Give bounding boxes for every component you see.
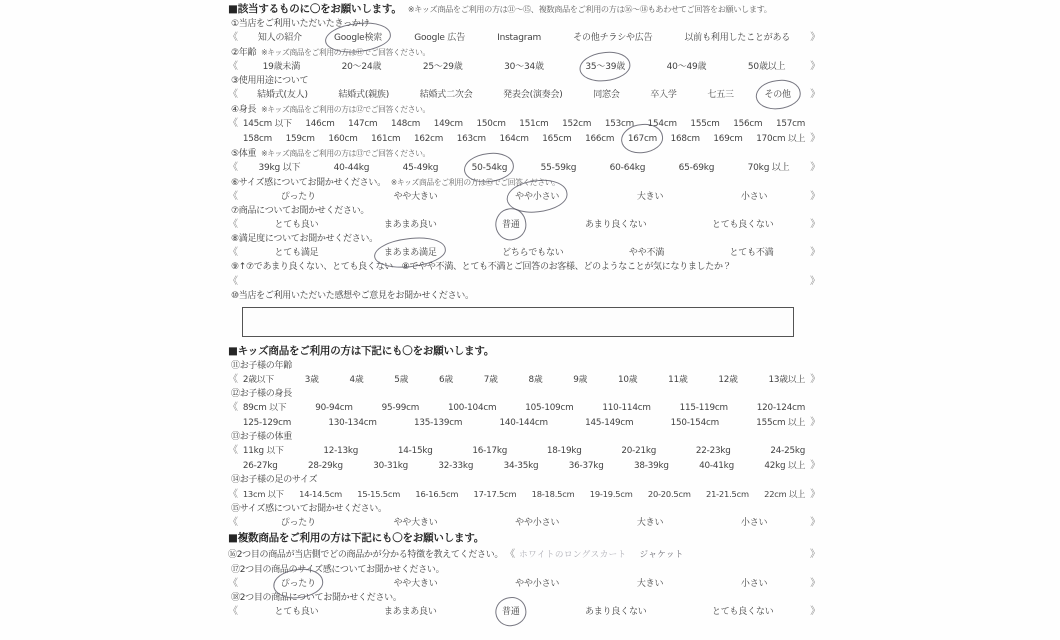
- section1-heading-note: ※キッズ商品をご利用の方は⑪～⑮、複数商品をご利用の方は⑯～⑱もあわせてご回答をお願いします。: [407, 4, 772, 14]
- option-q1-3[interactable]: Instagram: [497, 33, 542, 43]
- option-q6-1[interactable]: やや大きい: [393, 192, 438, 202]
- options-q2: [242, 60, 806, 74]
- bracket-left: 《: [505, 549, 516, 560]
- question-label-q9: ⑨↑⑦であまり良くない、とても良くない ⑧でやや不満、とても不満とご回答のお客様、どのようなことが気になりましたか？: [231, 262, 732, 272]
- choice-row-q4-line1: [228, 117, 820, 131]
- option-q5-0[interactable]: 39kg 以下: [258, 163, 301, 173]
- bracket-right: 》: [810, 606, 820, 617]
- question-label-q14: ⑭お子様の足のサイズ: [231, 475, 318, 485]
- option-q11-11[interactable]: 13歳以上: [768, 375, 806, 385]
- option-q13-6[interactable]: 22-23kg: [695, 446, 731, 456]
- option-q13-13[interactable]: 36-37kg: [568, 461, 604, 471]
- question-note-q5: ※キッズ商品をご利用の方は⑬でご回答ください。: [261, 149, 430, 158]
- question-label-q16: ⑯2つ目の商品が当店側でどの商品かが分かる特徴を教えてください。: [228, 550, 504, 560]
- choice-row-q3: [228, 88, 820, 102]
- option-q14-6[interactable]: 19-19.5cm: [589, 489, 633, 499]
- options-q13-row1: [242, 444, 806, 458]
- choice-row-q12-line1: [228, 401, 820, 415]
- option-q13-10[interactable]: 30-31kg: [373, 461, 409, 471]
- option-q13-1[interactable]: 12-13kg: [323, 446, 359, 456]
- option-q17-3[interactable]: 大きい: [636, 579, 664, 589]
- bracket-left: 《: [228, 191, 238, 202]
- survey-content-column: [228, 2, 820, 620]
- option-q8-1[interactable]: まあまあ満足: [383, 248, 437, 258]
- option-q18-4[interactable]: とても良くない: [711, 607, 774, 617]
- option-q5-6[interactable]: 65-69kg: [678, 163, 715, 173]
- option-q15-0[interactable]: ぴったり: [280, 518, 316, 528]
- option-q4-1[interactable]: 146cm: [305, 119, 335, 129]
- option-q5-1[interactable]: 40-44kg: [333, 163, 370, 173]
- option-q4-12[interactable]: 157cm: [775, 119, 806, 129]
- option-q6-4[interactable]: 小さい: [740, 192, 768, 202]
- option-q3-0[interactable]: 結婚式(友人): [257, 90, 308, 100]
- option-q1-5[interactable]: 以前も利用したことがある: [684, 33, 791, 43]
- option-q15-2[interactable]: やや小さい: [515, 518, 560, 528]
- bracket-left: 《: [228, 247, 238, 258]
- bracket-right: 》: [810, 460, 820, 471]
- options-q8: [242, 246, 806, 260]
- option-q2-2[interactable]: 25～29歳: [422, 62, 463, 72]
- option-q13-12[interactable]: 34-35kg: [503, 461, 539, 471]
- option-q4-0[interactable]: 145cm 以下: [242, 119, 292, 129]
- bracket-right: 》: [810, 162, 820, 173]
- option-q4-4[interactable]: 149cm: [433, 119, 463, 129]
- choice-row-q5: [228, 161, 820, 175]
- option-q18-0[interactable]: とても良い: [274, 607, 319, 617]
- bracket-left: 《: [228, 276, 238, 287]
- option-q1-1[interactable]: Google検索: [333, 33, 383, 43]
- question-label-q4-text: ④身長: [231, 105, 257, 115]
- question-label-q1: ①当店をご利用いただいたきっかけ: [231, 19, 370, 29]
- bracket-left: 《: [228, 489, 238, 500]
- options-q11: [242, 373, 806, 387]
- option-q3-2[interactable]: 結婚式二次会: [419, 90, 473, 100]
- option-q8-2[interactable]: どちらでもない: [502, 248, 564, 258]
- question-label-q12: ⑫お子様の身長: [231, 389, 292, 399]
- bracket-right: 》: [810, 517, 820, 528]
- option-q17-1[interactable]: やや大きい: [393, 579, 438, 589]
- option-q4-2[interactable]: 147cm: [348, 119, 378, 129]
- question-label-q18: ⑱2つ目の商品についてお聞かせください。: [231, 593, 402, 603]
- answer-row-q9[interactable]: [228, 274, 820, 289]
- option-q11-0[interactable]: 2歳以下: [242, 375, 275, 385]
- question-label-q10: ⑩当店をご利用いただいた感想やご意見をお聞かせください。: [231, 291, 474, 301]
- options-q1: [242, 31, 806, 45]
- question-note-q6: ※キッズ商品をご利用の方は⑮でご回答ください。: [390, 178, 560, 187]
- option-q4-10[interactable]: 155cm: [690, 119, 720, 129]
- option-q4-14[interactable]: 159cm: [285, 134, 315, 144]
- question-label-q5-text: ⑤体重: [231, 149, 257, 159]
- option-q14-3[interactable]: 16-16.5cm: [415, 489, 459, 499]
- bracket-right: 》: [810, 89, 820, 100]
- option-q4-21[interactable]: 166cm: [585, 134, 615, 144]
- option-q15-4[interactable]: 小さい: [740, 518, 768, 528]
- option-q4-3[interactable]: 148cm: [390, 119, 421, 129]
- options-q4-row1: [242, 117, 806, 131]
- option-q6-2[interactable]: やや小さい: [515, 192, 560, 202]
- option-q2-3[interactable]: 30～34歳: [504, 62, 544, 72]
- bracket-left: 《: [228, 162, 238, 173]
- bracket-left: 《: [228, 445, 238, 456]
- question-label-q3: ③使用用途について: [231, 76, 309, 86]
- question-label-q2-text: ②年齢: [231, 48, 257, 58]
- option-q4-18[interactable]: 163cm: [456, 134, 486, 144]
- options-q12-row1: [242, 401, 806, 415]
- option-q14-9[interactable]: 22cm 以上: [764, 489, 806, 499]
- option-q15-3[interactable]: 大きい: [636, 518, 664, 528]
- option-q11-8[interactable]: 10歳: [618, 375, 638, 385]
- option-q4-9[interactable]: 154cm: [647, 119, 677, 129]
- option-q5-2[interactable]: 45-49kg: [402, 163, 439, 173]
- option-q5-7[interactable]: 70kg 以上: [747, 163, 790, 173]
- option-q7-2[interactable]: 普通: [502, 220, 520, 230]
- option-q14-2[interactable]: 15-15.5cm: [357, 489, 401, 499]
- option-q12-13[interactable]: 150-154cm: [670, 418, 719, 428]
- option-q13-14[interactable]: 38-39kg: [633, 461, 669, 471]
- option-q6-3[interactable]: 大きい: [636, 192, 664, 202]
- bracket-right: 》: [810, 549, 820, 560]
- option-q18-1[interactable]: まあまあ良い: [383, 607, 437, 617]
- answer-text-q16[interactable]: [519, 548, 806, 563]
- bracket-left: 《: [228, 517, 238, 528]
- option-q8-4[interactable]: とても不満: [729, 248, 774, 258]
- options-q7: [242, 218, 806, 232]
- option-q4-25[interactable]: 170cm 以上: [756, 134, 806, 144]
- option-q11-4[interactable]: 6歳: [439, 375, 454, 385]
- option-q13-2[interactable]: 14-15kg: [397, 446, 433, 456]
- choice-row-q11: [228, 373, 820, 387]
- option-q11-6[interactable]: 8歳: [528, 375, 543, 385]
- choice-row-q18: [228, 605, 820, 619]
- question-note-q2: ※キッズ商品をご利用の方は⑪でご回答ください。: [261, 48, 430, 57]
- options-q5: [242, 161, 806, 175]
- bracket-left: 《: [228, 118, 238, 129]
- option-q12-2[interactable]: 95-99cm: [381, 403, 420, 413]
- question-label-q2: [231, 46, 820, 60]
- bracket-right: 》: [810, 276, 820, 287]
- option-q11-5[interactable]: 7歳: [483, 375, 498, 385]
- question-label-q6: [231, 176, 820, 190]
- option-q4-22[interactable]: 167cm: [627, 134, 658, 144]
- bracket-left: 《: [228, 89, 238, 100]
- option-q4-17[interactable]: 162cm: [413, 134, 444, 144]
- option-q14-7[interactable]: 20-20.5cm: [647, 489, 691, 499]
- option-q11-2[interactable]: 4歳: [349, 375, 364, 385]
- option-q5-5[interactable]: 60-64kg: [609, 163, 646, 173]
- option-q12-4[interactable]: 105-109cm: [525, 403, 574, 413]
- option-q17-0[interactable]: ぴったり: [280, 579, 316, 589]
- option-q14-1[interactable]: 14-14.5cm: [299, 489, 342, 499]
- option-q12-3[interactable]: 100-104cm: [448, 403, 497, 413]
- option-q2-4[interactable]: 35～39歳: [585, 62, 626, 72]
- option-q12-6[interactable]: 115-119cm: [679, 403, 728, 413]
- option-q2-5[interactable]: 40～49歳: [666, 62, 707, 72]
- section1-heading: [228, 2, 820, 16]
- bracket-right: 》: [810, 61, 820, 72]
- options-q15: [242, 516, 806, 530]
- bracket-right: 》: [810, 219, 820, 230]
- option-q3-3[interactable]: 発表会(演奏会): [503, 90, 563, 100]
- bracket-right: 》: [810, 32, 820, 43]
- option-q8-0[interactable]: とても満足: [274, 248, 319, 258]
- option-q2-0[interactable]: 19歳未満: [262, 62, 301, 72]
- answer-row-q16: [228, 547, 820, 563]
- option-q4-20[interactable]: 165cm: [542, 134, 572, 144]
- question-label-q6-text: ⑥サイズ感についてお聞かせください。: [231, 178, 386, 188]
- option-q7-3[interactable]: あまり良くない: [584, 220, 647, 230]
- choice-row-q12-line2: [228, 416, 820, 430]
- bracket-left: 《: [228, 606, 238, 617]
- answer-box-q10[interactable]: [242, 307, 794, 337]
- option-q12-5[interactable]: 110-114cm: [602, 403, 651, 413]
- options-q17: [242, 577, 806, 591]
- options-q18: [242, 605, 806, 619]
- option-q13-3[interactable]: 16-17kg: [472, 446, 508, 456]
- option-q3-1[interactable]: 結婚式(親族): [338, 90, 390, 100]
- option-q11-10[interactable]: 12歳: [718, 375, 738, 385]
- option-q11-1[interactable]: 3歳: [304, 375, 319, 385]
- option-q3-4[interactable]: 同窓会: [593, 90, 620, 100]
- option-q13-11[interactable]: 32-33kg: [438, 461, 474, 471]
- option-q14-5[interactable]: 18-18.5cm: [531, 489, 575, 499]
- option-q2-6[interactable]: 50歳以上: [747, 62, 786, 72]
- section3-heading: ■複数商品をご利用の方は下記にも〇をお願いします。: [228, 532, 485, 544]
- option-q13-4[interactable]: 18-19kg: [546, 446, 582, 456]
- option-q12-12[interactable]: 145-149cm: [585, 418, 634, 428]
- option-q4-8[interactable]: 153cm: [604, 119, 635, 129]
- bracket-left: 《: [228, 374, 238, 385]
- question-label-q15: ⑮サイズ感についてお聞かせください。: [231, 504, 387, 514]
- bracket-left: 《: [228, 402, 238, 413]
- choice-row-q7: [228, 218, 820, 232]
- option-q13-9[interactable]: 28-29kg: [308, 461, 343, 471]
- choice-row-q8: [228, 246, 820, 260]
- choice-row-q13-line1: [228, 444, 820, 458]
- option-q13-8[interactable]: 26-27kg: [242, 461, 278, 471]
- options-q13-row2: [242, 459, 806, 473]
- option-q4-13[interactable]: 158cm: [242, 134, 273, 144]
- question-note-q4: ※キッズ商品をご利用の方は⑫でご回答ください。: [261, 105, 430, 114]
- option-q13-7[interactable]: 24-25kg: [770, 446, 806, 456]
- option-q4-6[interactable]: 151cm: [519, 119, 549, 129]
- option-q2-1[interactable]: 20～24歳: [341, 62, 382, 72]
- bracket-left: 《: [228, 61, 238, 72]
- question-label-q4: [231, 103, 820, 117]
- options-q14: [242, 487, 806, 501]
- option-q18-3[interactable]: あまり良くない: [584, 607, 647, 617]
- choice-row-q13-line2: [228, 459, 820, 473]
- option-q12-9[interactable]: 130-134cm: [328, 418, 377, 428]
- choice-row-q6: [228, 190, 820, 204]
- option-q14-4[interactable]: 17-17.5cm: [473, 489, 517, 499]
- option-q12-7[interactable]: 120-124cm: [756, 403, 806, 413]
- option-q4-5[interactable]: 150cm: [476, 119, 506, 129]
- option-q1-0[interactable]: 知人の紹介: [257, 33, 302, 43]
- option-q13-15[interactable]: 40-41kg: [699, 461, 734, 471]
- option-q17-2[interactable]: やや小さい: [515, 579, 560, 589]
- bracket-right: 》: [810, 374, 820, 385]
- choice-row-q15: [228, 516, 820, 530]
- option-q4-16[interactable]: 161cm: [371, 134, 401, 144]
- question-label-q5: [231, 147, 820, 161]
- bracket-left: 《: [228, 578, 238, 589]
- option-q13-5[interactable]: 20-21kg: [621, 446, 657, 456]
- options-q12-row2: [242, 416, 806, 430]
- option-q4-19[interactable]: 164cm: [499, 134, 529, 144]
- question-label-q7: ⑦商品についてお聞かせください。: [231, 206, 370, 216]
- option-q3-6[interactable]: 七五三: [707, 90, 734, 100]
- option-q12-0[interactable]: 89cm 以下: [242, 403, 287, 413]
- option-q11-9[interactable]: 11歳: [668, 375, 688, 385]
- option-q4-7[interactable]: 152cm: [562, 119, 592, 129]
- option-q7-4[interactable]: とても良くない: [711, 220, 774, 230]
- option-q11-7[interactable]: 9歳: [573, 375, 588, 385]
- choice-row-q2: [228, 60, 820, 74]
- section2-heading: ■キッズ商品をご利用の方は下記にも〇をお願いします。: [228, 345, 495, 357]
- option-q3-5[interactable]: 卒入学: [650, 90, 677, 100]
- choice-row-q4-line2: [228, 132, 820, 146]
- bracket-right: 》: [810, 247, 820, 258]
- option-q4-23[interactable]: 168cm: [670, 134, 700, 144]
- question-label-q11: ⑪お子様の年齢: [231, 361, 292, 371]
- option-q14-0[interactable]: 13cm 以下: [242, 489, 284, 499]
- option-q12-11[interactable]: 140-144cm: [499, 418, 548, 428]
- question-label-q8: ⑧満足度についてお聞かせください。: [231, 234, 378, 244]
- option-q15-1[interactable]: やや大きい: [393, 518, 438, 528]
- option-q13-0[interactable]: 11kg 以下: [242, 446, 284, 456]
- option-q7-1[interactable]: まあまあ良い: [383, 220, 437, 230]
- option-q5-3[interactable]: 50-54kg: [471, 163, 508, 173]
- option-q18-2[interactable]: 普通: [502, 607, 520, 617]
- bracket-right: 》: [810, 133, 820, 144]
- option-q14-8[interactable]: 21-21.5cm: [705, 489, 749, 499]
- option-q12-14[interactable]: 155cm 以上: [756, 418, 806, 428]
- option-q4-15[interactable]: 160cm: [328, 134, 358, 144]
- option-q12-1[interactable]: 90-94cm: [315, 403, 353, 413]
- answer-hand-q16: ジャケット: [639, 550, 684, 560]
- bracket-left: 《: [228, 32, 238, 43]
- answer-faint-q16: ホワイトのロングスカート: [519, 550, 627, 560]
- question-label-q13: ⑬お子様の体重: [231, 432, 292, 442]
- choice-row-q14: [228, 487, 820, 502]
- bracket-right: 》: [810, 489, 820, 500]
- option-q3-7[interactable]: その他: [764, 90, 791, 100]
- option-q6-0[interactable]: ぴったり: [280, 192, 316, 202]
- choice-row-q17: [228, 577, 820, 591]
- option-q4-11[interactable]: 156cm: [733, 119, 763, 129]
- option-q8-3[interactable]: やや不満: [628, 248, 665, 258]
- bracket-left: 《: [228, 219, 238, 230]
- section1-heading-text: ■該当するものに〇をお願いします。: [228, 3, 402, 15]
- bracket-right: 》: [810, 417, 820, 428]
- option-q12-8[interactable]: 125-129cm: [242, 418, 292, 428]
- option-q7-0[interactable]: とても良い: [274, 220, 319, 230]
- options-q6: [242, 190, 806, 204]
- option-q11-3[interactable]: 5歳: [394, 375, 409, 385]
- option-q5-4[interactable]: 55-59kg: [540, 163, 577, 173]
- bracket-right: 》: [810, 578, 820, 589]
- option-q13-16[interactable]: 42kg 以上: [764, 461, 806, 471]
- options-q3: [242, 88, 806, 102]
- option-q1-2[interactable]: Google 広告: [414, 33, 466, 43]
- option-q4-24[interactable]: 169cm: [713, 134, 743, 144]
- options-q4-row2: [242, 132, 806, 146]
- option-q1-4[interactable]: その他チラシや広告: [573, 33, 653, 43]
- choice-row-q1: [228, 31, 820, 45]
- option-q17-4[interactable]: 小さい: [740, 579, 768, 589]
- option-q12-10[interactable]: 135-139cm: [413, 418, 463, 428]
- bracket-right: 》: [810, 191, 820, 202]
- question-label-q17: ⑰2つ目の商品のサイズ感についてお聞かせください。: [231, 565, 445, 575]
